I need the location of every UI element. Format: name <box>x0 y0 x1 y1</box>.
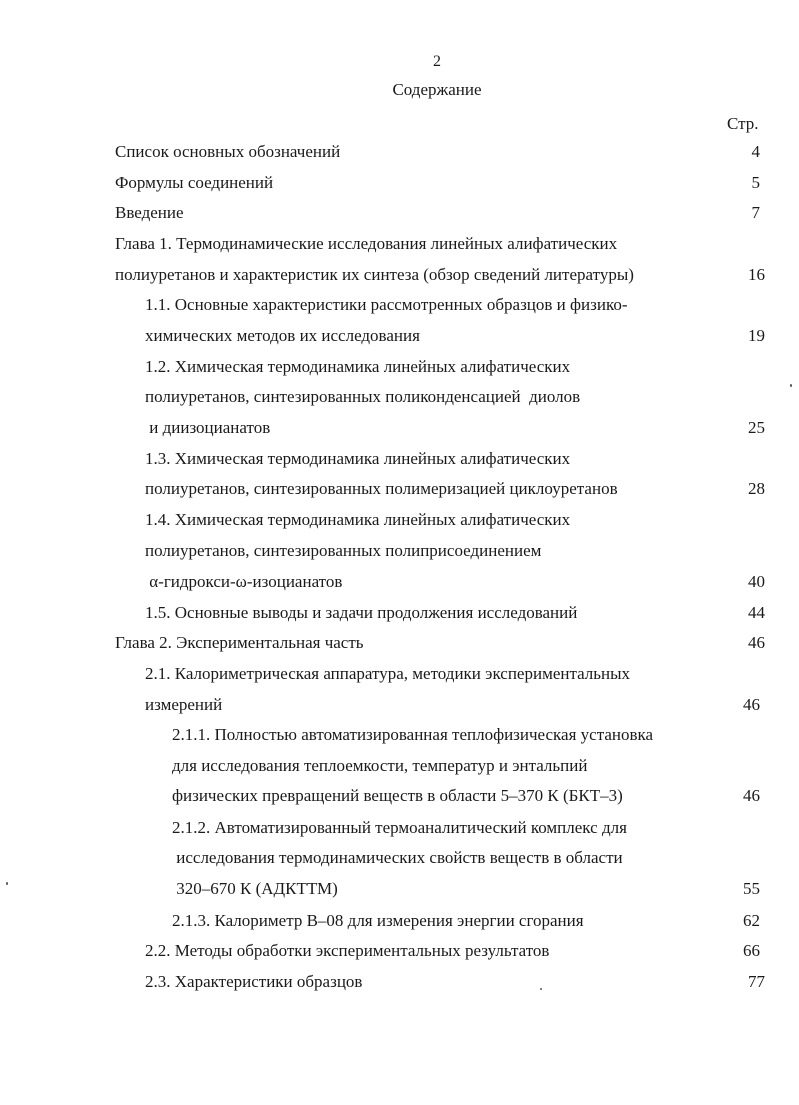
toc-entry-page: 5 <box>751 173 760 192</box>
toc-entry-page: 4 <box>751 142 760 161</box>
toc-entry-line: 2.1. Калориметрическая аппаратура, методики экспериментальных <box>145 664 631 683</box>
toc-entry-page: 40 <box>748 572 765 591</box>
toc-entry-line: 1.5. Основные выводы и задачи продолжения исследований <box>145 603 578 622</box>
toc-entry-page: 7 <box>751 203 760 222</box>
toc-entry-line: физических превращений веществ в области 5–370 К (БКТ–3) <box>172 786 623 805</box>
toc-entry-page: 66 <box>743 941 760 960</box>
toc-entry-line: Введение <box>115 203 184 222</box>
toc-entry-line: Глава 1. Термодинамические исследования линейных алифатических <box>115 234 618 253</box>
scan-speck <box>6 882 8 885</box>
toc-entry-line: 2.1.3. Калориметр В–08 для измерения энергии сгорания <box>172 911 584 930</box>
toc-entry-page: 55 <box>743 879 760 898</box>
toc-entry-line: Список основных обозначений <box>115 142 341 161</box>
toc-entry-page: 25 <box>748 418 765 437</box>
toc-entry-page: 46 <box>748 633 765 652</box>
page-title: Содержание <box>392 80 482 99</box>
toc-entry-page: 62 <box>743 911 760 930</box>
scan-speck <box>790 384 792 387</box>
toc-entry-line: 1.1. Основные характеристики рассмотренных образцов и физико- <box>145 295 628 314</box>
toc-entry-line: 320–670 К (АДКТТМ) <box>172 879 338 898</box>
toc-entry-line: 1.3. Химическая термодинамика линейных алифатических <box>145 449 571 468</box>
page-column-label: Стр. <box>727 114 759 133</box>
toc-entry-line: 2.3. Характеристики образцов <box>145 972 363 991</box>
toc-entry-line: измерений <box>145 695 223 714</box>
toc-entry-line: Формулы соединений <box>115 173 274 192</box>
toc-entry-line: полиуретанов, синтезированных поликонденсацией диолов <box>145 387 581 406</box>
toc-entry-page: 46 <box>743 695 760 714</box>
toc-entry-line: химических методов их исследования <box>145 326 420 345</box>
toc-entry-page: 46 <box>743 786 760 805</box>
toc-entry-line: 2.1.1. Полностью автоматизированная теплофизическая установка <box>172 725 654 744</box>
toc-entry-page: 77 <box>748 972 765 991</box>
toc-entry-line: и диизоцианатов <box>145 418 271 437</box>
toc-entry-line: полиуретанов, синтезированных полимеризацией циклоуретанов <box>145 479 618 498</box>
toc-entry-page: 28 <box>748 479 765 498</box>
toc-entry-line: для исследования теплоемкости, температур и энтальпий <box>172 756 588 775</box>
toc-entry-line: исследования термодинамических свойств веществ в области <box>172 848 623 867</box>
toc-entry-line: 2.2. Методы обработки экспериментальных результатов <box>145 941 550 960</box>
toc-entry-line: полиуретанов, синтезированных полиприсоединением <box>145 541 542 560</box>
toc-entry-line: полиуретанов и характеристик их синтеза (обзор сведений литературы) <box>115 265 634 284</box>
scan-speck <box>540 988 542 990</box>
toc-entry-page: 44 <box>748 603 765 622</box>
toc-entry-line: 2.1.2. Автоматизированный термоаналитический комплекс для <box>172 818 627 837</box>
toc-entry-line: 1.2. Химическая термодинамика линейных алифатических <box>145 357 571 376</box>
toc-entry-line: 1.4. Химическая термодинамика линейных алифатических <box>145 510 571 529</box>
toc-entry-page: 19 <box>748 326 765 345</box>
toc-entry-page: 16 <box>748 265 765 284</box>
page-number: 2 <box>433 53 441 70</box>
toc-entry-line: Глава 2. Экспериментальная часть <box>115 633 364 652</box>
toc-entry-line: α-гидрокси-ω-изоцианатов <box>145 572 343 591</box>
